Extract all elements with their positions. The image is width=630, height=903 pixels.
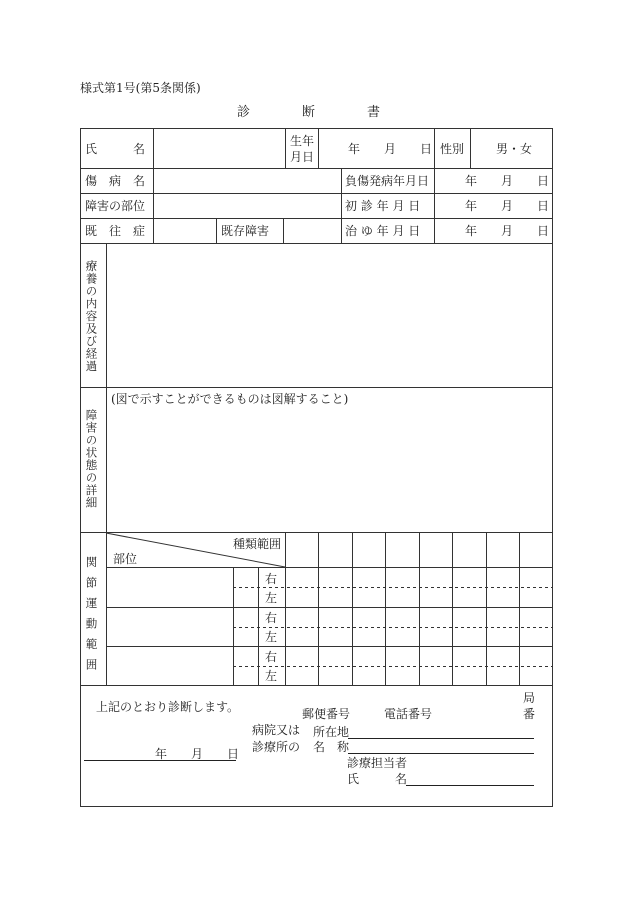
rom-left-2: 左 (265, 630, 278, 644)
name-field[interactable] (154, 129, 285, 168)
history-label: 既 往 症 (85, 224, 146, 238)
existing-label: 既存障害 (221, 224, 270, 238)
site-label: 障害の部位 (85, 199, 146, 213)
treatment-label: 療養の内容及び経過 (84, 260, 99, 373)
number-label: 番 (523, 707, 536, 721)
birth-label-bottom: 月日 (290, 150, 315, 164)
doctor-name-label: 氏 名 (347, 772, 408, 786)
rom-header-site: 部位 (113, 552, 138, 566)
injury-label: 傷 病 名 (85, 174, 146, 188)
document-title: 診 断 書 (237, 105, 381, 120)
first-visit-label: 初 診 年 月 日 (345, 199, 421, 213)
address-label: 所在地 (313, 725, 350, 739)
onset-date[interactable]: 年 月 日 (465, 174, 550, 188)
rom-label: 関節運動範囲 (84, 556, 99, 679)
treatment-field[interactable] (107, 244, 552, 387)
condition-field[interactable] (107, 410, 552, 532)
existing-field[interactable] (284, 219, 341, 243)
birth-label-top: 生年 (290, 134, 315, 148)
sex-label: 性別 (440, 142, 465, 156)
birth-date[interactable]: 年 月 日 (348, 142, 433, 156)
rom-header-type: 種類範囲 (233, 537, 282, 551)
doctor-in-charge-label: 診療担当者 (347, 756, 408, 770)
address-field[interactable] (348, 738, 534, 739)
form-number: 様式第1号(第5条関係) (80, 81, 201, 95)
onset-label: 負傷発病年月日 (345, 174, 430, 188)
history-field[interactable] (154, 219, 216, 243)
hospital-label-top: 病院又は (252, 723, 301, 737)
doctor-name-field[interactable] (406, 785, 534, 786)
rom-right-3: 右 (265, 650, 278, 664)
facility-name-field[interactable] (348, 753, 534, 754)
hospital-label-bottom: 診療所の (252, 740, 301, 754)
rom-right-1: 右 (265, 572, 278, 586)
condition-label: 障害の状態の詳細 (84, 409, 99, 509)
date-underline (84, 760, 236, 761)
phone-label: 電話番号 (384, 707, 433, 721)
facility-name-label: 名 称 (313, 740, 350, 754)
condition-note: (図で示すことができるものは図解すること) (111, 392, 349, 406)
postal-label: 郵便番号 (302, 707, 351, 721)
rom-right-2: 右 (265, 611, 278, 625)
cure-date[interactable]: 年 月 日 (465, 224, 550, 238)
statement: 上記のとおり診断します。 (96, 700, 240, 714)
injury-field[interactable] (154, 169, 341, 193)
diagnosis-date[interactable]: 年 月 日 (155, 747, 240, 761)
site-field[interactable] (154, 194, 341, 218)
rom-left-1: 左 (265, 591, 278, 605)
name-label: 氏 名 (85, 142, 146, 156)
bureau-label: 局 (523, 691, 536, 705)
first-visit-date[interactable]: 年 月 日 (465, 199, 550, 213)
rom-left-3: 左 (265, 669, 278, 683)
cure-label: 治 ゆ 年 月 日 (345, 224, 421, 238)
sex-value[interactable]: 男・女 (496, 142, 533, 156)
